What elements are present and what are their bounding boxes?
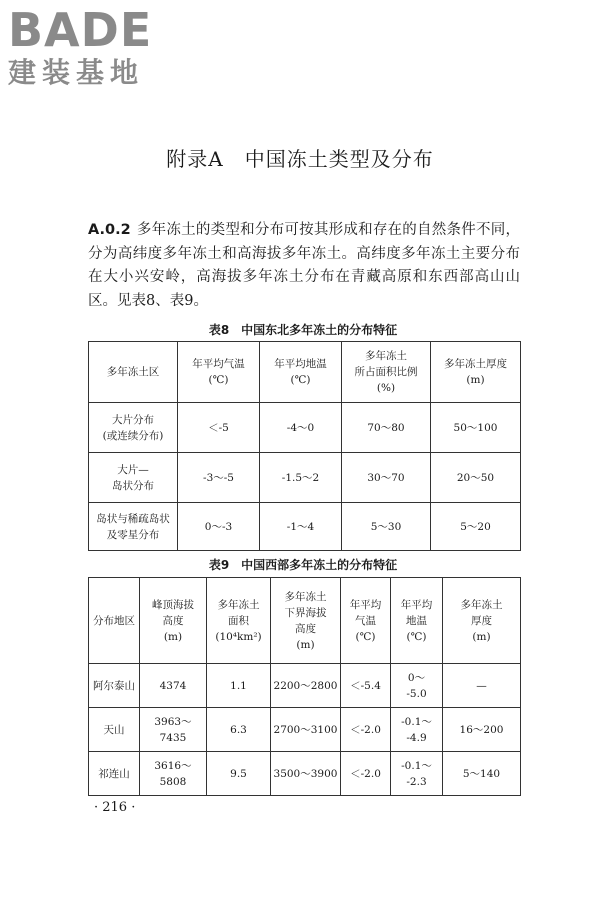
table-cell: 阿尔泰山	[89, 664, 140, 708]
table-cell: -4～0	[260, 403, 342, 453]
table-cell: -3～-5	[178, 453, 260, 503]
table-row	[89, 708, 521, 752]
table-header-cell: 多年冻土 面积 (10⁴km²)	[207, 578, 271, 664]
table-header-row	[89, 578, 521, 664]
table-row	[89, 403, 521, 453]
table9-caption: 表9 中国西部多年冻土的分布特征	[208, 558, 398, 572]
bade-logo	[8, 3, 153, 90]
table-cell: 5～30	[342, 503, 431, 551]
logo-wordmark: BADE	[8, 3, 153, 57]
table-cell: -0.1～ -2.3	[391, 752, 443, 796]
table-cell: 岛状与稀疏岛状 及零星分布	[89, 503, 178, 551]
table-cell: 3500～3900	[271, 752, 341, 796]
table-header-cell: 多年冻土 所占面积比例 (%)	[342, 342, 431, 403]
table-cell: 30～70	[342, 453, 431, 503]
table-cell: 2700～3100	[271, 708, 341, 752]
table-cell: ＜-2.0	[341, 752, 391, 796]
table9	[88, 577, 521, 796]
table-cell: 5～140	[443, 752, 521, 796]
section-number: A.0.2	[88, 222, 131, 238]
table-cell: 1.1	[207, 664, 271, 708]
section-paragraph	[88, 219, 520, 313]
table-header-cell: 峰顶海拔 高度 (m)	[140, 578, 207, 664]
table-cell: 70～80	[342, 403, 431, 453]
table-header-cell: 分布地区	[89, 578, 140, 664]
table-cell: —	[443, 664, 521, 708]
table-header-row	[89, 342, 521, 403]
table-row	[89, 453, 521, 503]
table-cell: 16～200	[443, 708, 521, 752]
table-row	[89, 752, 521, 796]
logo-subtitle: 建装基地	[8, 56, 145, 89]
table-header-cell: 多年冻土 厚度 (m)	[443, 578, 521, 664]
table-cell: 6.3	[207, 708, 271, 752]
table-row	[89, 503, 521, 551]
table-cell: 3963～7435	[140, 708, 207, 752]
table-cell: 4374	[140, 664, 207, 708]
table-cell: 天山	[89, 708, 140, 752]
table-cell: 祁连山	[89, 752, 140, 796]
table-header-cell: 年平均 气温 (℃)	[341, 578, 391, 664]
table-cell: 大片分布 (或连续分布)	[89, 403, 178, 453]
table-cell: 0～-3	[178, 503, 260, 551]
page-number: · 216 ·	[94, 800, 136, 815]
table-cell: ＜-5.4	[341, 664, 391, 708]
table-cell: 9.5	[207, 752, 271, 796]
table-cell: -1～4	[260, 503, 342, 551]
table-cell: ＜-2.0	[341, 708, 391, 752]
appendix-title: 附录A 中国冻土类型及分布	[166, 147, 434, 171]
table-cell: 0～ -5.0	[391, 664, 443, 708]
table8-caption: 表8 中国东北多年冻土的分布特征	[208, 323, 398, 337]
table-cell: ＜-5	[178, 403, 260, 453]
table-header-cell: 年平均地温 (℃)	[260, 342, 342, 403]
table-cell: 大片— 岛状分布	[89, 453, 178, 503]
table-row	[89, 664, 521, 708]
table-header-cell: 多年冻土 下界海拔 高度 (m)	[271, 578, 341, 664]
table-header-cell: 多年冻土厚度 (m)	[431, 342, 521, 403]
table-header-cell: 年平均 地温 (℃)	[391, 578, 443, 664]
table-cell: 20～50	[431, 453, 521, 503]
table-cell: 3616～5808	[140, 752, 207, 796]
table-cell: -0.1～ -4.9	[391, 708, 443, 752]
table-header-cell: 多年冻土区	[89, 342, 178, 403]
table-cell: -1.5～2	[260, 453, 342, 503]
table-cell: 5～20	[431, 503, 521, 551]
table-cell: 2200～2800	[271, 664, 341, 708]
table-header-cell: 年平均气温 (℃)	[178, 342, 260, 403]
table8	[88, 341, 521, 551]
section-text: 多年冻土的类型和分布可按其形成和存在的自然条件不同，分为高纬度多年冻土和高海拔多年冻土。高纬度多年冻土主要分布在大小兴安岭，高海拔多年冻土分布在青藏高原和东西部高山山区。见表8、表9。	[88, 222, 520, 309]
table-cell: 50～100	[431, 403, 521, 453]
